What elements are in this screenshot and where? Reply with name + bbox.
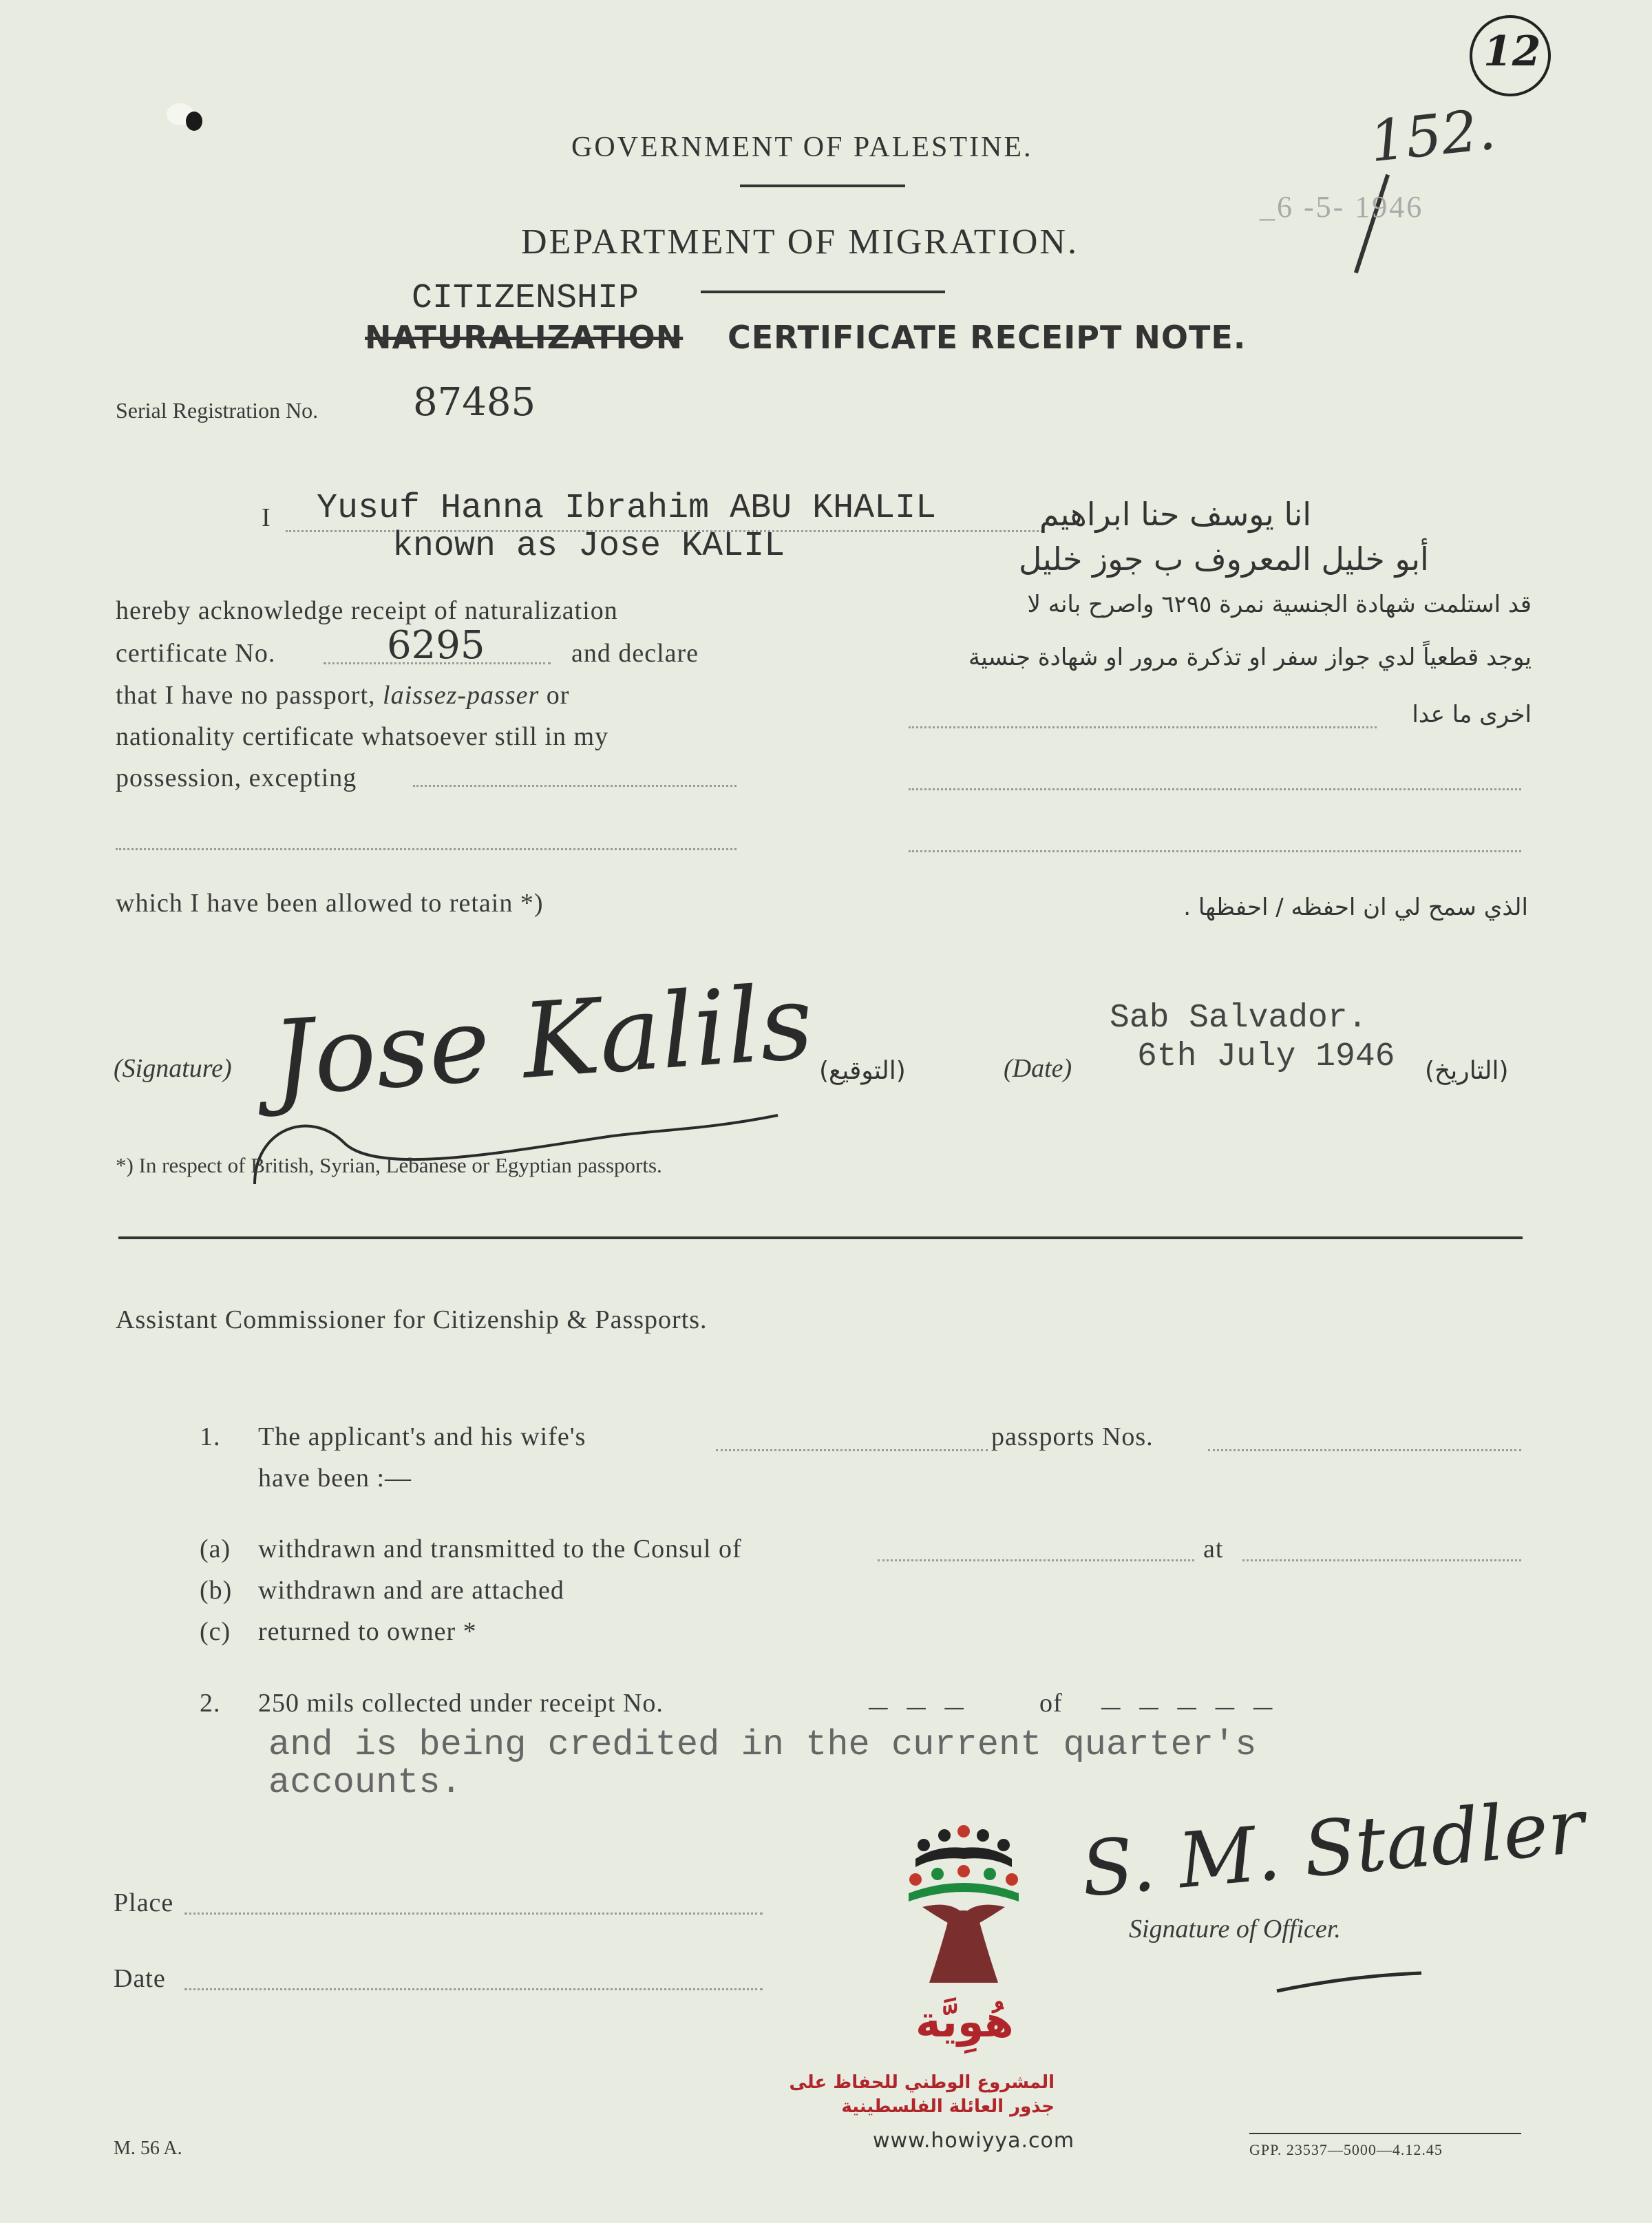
printer-code: GPP. 23537—5000—4.12.45 bbox=[1249, 2141, 1443, 2158]
arabic-dotline-1 bbox=[909, 726, 1377, 728]
arabic-retain-clause: الذي سمح لي ان احفظه / احفظها . bbox=[1183, 894, 1528, 921]
declaration-line1: hereby acknowledge receipt of naturalization bbox=[116, 596, 618, 625]
place-label: Place bbox=[114, 1888, 174, 1917]
printer-rule bbox=[1249, 2133, 1521, 2134]
howiyya-tagline-2: جذور العائلة الفلسطينية bbox=[841, 2096, 1055, 2117]
item2-text: 250 mils collected under receipt No. bbox=[258, 1689, 664, 1718]
declaration-line3-end: or bbox=[546, 681, 570, 710]
form-number: M. 56 A. bbox=[114, 2138, 182, 2159]
item2-number: 2. bbox=[200, 1689, 221, 1718]
howiyya-url[interactable]: www.howiyya.com bbox=[873, 2129, 1075, 2153]
credited-note-line1: and is being credited in the current quarter's bbox=[268, 1725, 1257, 1765]
credited-note-line2: accounts. bbox=[268, 1762, 462, 1803]
arabic-declaration-line1: قد استلمت شهادة الجنسية نمرة ٦٢٩٥ واصرح بانه لا bbox=[1027, 591, 1532, 618]
item1-continued: have been :— bbox=[258, 1464, 412, 1493]
item-a-dotline-2 bbox=[1242, 1559, 1521, 1561]
arabic-name-line2: أبو خليل المعروف ب جوز خليل bbox=[1019, 540, 1429, 578]
howiyya-brand: هُوِيَّة bbox=[915, 1997, 1014, 2047]
howiyya-tree-logo bbox=[895, 1824, 1032, 1997]
item1-dotline-1 bbox=[716, 1449, 988, 1451]
officer-underline bbox=[1273, 1969, 1425, 1997]
item-a-label: (a) bbox=[200, 1535, 231, 1563]
item1-dotline-2 bbox=[1208, 1449, 1521, 1451]
declarant-name-line1: Yusuf Hanna Ibrahim ABU KHALIL bbox=[317, 489, 937, 528]
excepting-dotline bbox=[413, 785, 737, 787]
arabic-declaration-line3: اخرى ما عدا bbox=[1412, 701, 1532, 728]
declaration-line2-end: and declare bbox=[571, 639, 699, 668]
declaration-line5: possession, excepting bbox=[116, 763, 357, 792]
applicant-signature-flourish bbox=[227, 1102, 792, 1198]
document-title: CERTIFICATE RECEIPT NOTE. bbox=[728, 319, 1247, 356]
item1-text: The applicant's and his wife's bbox=[258, 1422, 586, 1451]
laissez-passer: laissez-passer bbox=[383, 681, 540, 710]
arabic-dotline-2 bbox=[909, 788, 1521, 790]
punch-hole-mark bbox=[165, 96, 213, 151]
arabic-date-label: (التاريخ) bbox=[1425, 1057, 1509, 1085]
declaration-line3-start: that I have no passport, bbox=[116, 681, 376, 710]
receipt-date-dashes: _ _ _ _ _ bbox=[1101, 1680, 1273, 1716]
officer-signature-label: Signature of Officer. bbox=[1129, 1915, 1341, 1943]
page-number: 12 bbox=[1483, 28, 1541, 76]
file-reference: 152. bbox=[1366, 96, 1499, 176]
applicant-signature: Jose Kalils bbox=[268, 962, 817, 1120]
item1-passports: passports Nos. bbox=[991, 1422, 1154, 1451]
struck-naturalization: NATURALIZATION bbox=[365, 319, 684, 356]
declaration-line2-start: certificate No. bbox=[116, 639, 276, 668]
arabic-signature-label: (التوقيع) bbox=[819, 1057, 906, 1085]
typed-citizenship: CITIZENSHIP bbox=[412, 279, 639, 318]
serial-number: 87485 bbox=[413, 380, 536, 425]
passport-footnote: *) In respect of British, Syrian, Lebanese or Egyptian passports. bbox=[116, 1153, 662, 1177]
serial-label: Serial Registration No. bbox=[116, 398, 319, 423]
signing-date: 6th July 1946 bbox=[1137, 1038, 1395, 1075]
item-a-dotline-1 bbox=[878, 1559, 1194, 1561]
commissioner-heading: Assistant Commissioner for Citizenship & Passports. bbox=[116, 1305, 708, 1334]
item2-of: of bbox=[1039, 1689, 1063, 1718]
header-rule-1 bbox=[740, 185, 905, 187]
declaration-line3 bbox=[116, 680, 569, 710]
footer-date-dotline bbox=[184, 1988, 763, 1990]
arabic-declaration-line2: يوجد قطعياً لدي جواز سفر او تذكرة مرور او شهادة جنسية bbox=[968, 644, 1532, 671]
item-c-text: returned to owner * bbox=[258, 1617, 477, 1646]
officer-signature: S. M. Stadler bbox=[1077, 1782, 1588, 1914]
declarant-name-line2: known as Jose KALIL bbox=[392, 527, 785, 566]
government-heading: GOVERNMENT OF PALESTINE. bbox=[571, 131, 1033, 163]
howiyya-tagline-1: المشروع الوطني للحفاظ على bbox=[789, 2072, 1055, 2093]
declaration-line4: nationality certificate whatsoever still in my bbox=[116, 722, 609, 751]
section-divider bbox=[118, 1236, 1523, 1239]
header-rule-2 bbox=[701, 291, 945, 293]
place-dotline bbox=[184, 1913, 763, 1915]
retain-clause: which I have been allowed to retain *) bbox=[116, 889, 544, 918]
signing-place: Sab Salvador. bbox=[1110, 1000, 1368, 1037]
excepting-dotline-2 bbox=[116, 848, 737, 850]
item1-number: 1. bbox=[200, 1422, 221, 1451]
arabic-name-line1: انا يوسف حنا ابراهيم bbox=[1039, 496, 1312, 533]
item-b-text: withdrawn and are attached bbox=[258, 1576, 564, 1605]
item-b-label: (b) bbox=[200, 1576, 233, 1605]
footer-date-label: Date bbox=[114, 1964, 166, 1993]
receipt-number-dashes: _ _ _ bbox=[869, 1680, 964, 1716]
item-a-text: withdrawn and transmitted to the Consul of bbox=[258, 1535, 742, 1563]
declarant-prefix: I bbox=[262, 503, 271, 532]
department-heading: DEPARTMENT OF MIGRATION. bbox=[521, 222, 1079, 262]
received-date-stamp: _6 -5- 1946 bbox=[1260, 190, 1424, 224]
item-c-label: (c) bbox=[200, 1617, 231, 1646]
date-label: (Date) bbox=[1004, 1054, 1072, 1083]
arabic-dotline-3 bbox=[909, 850, 1521, 852]
certificate-number: 6295 bbox=[387, 623, 485, 668]
signature-label: (Signature) bbox=[114, 1054, 232, 1083]
item-a-at: at bbox=[1203, 1535, 1224, 1563]
